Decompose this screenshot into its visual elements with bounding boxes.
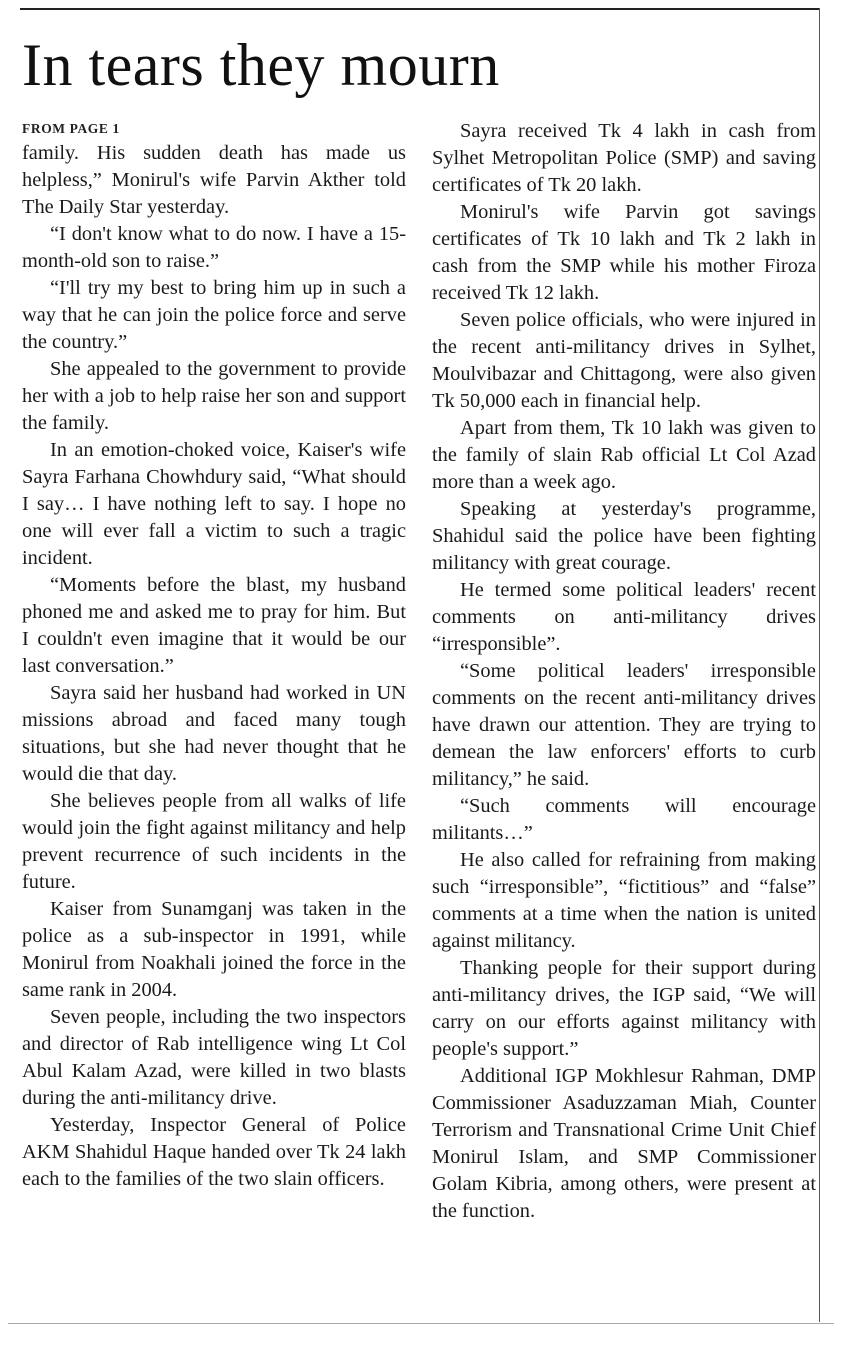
headline: In tears they mourn: [22, 32, 500, 98]
paragraph: Additional IGP Mokhlesur Rahman, DMP Commissioner Asaduzzaman Miah, Counter Terrorism and Transnational Crime Unit Chief Monirul Islam, and SMP Commissioner Golam Kibria, among others, were present at the function.: [432, 1065, 816, 1222]
article-column-right: [432, 118, 816, 1225]
paragraph: Kaiser from Sunamganj was taken in the police as a sub-inspector in 1991, while Monirul from Noakhali joined the force in the same rank in 2004.: [22, 898, 406, 1001]
paragraph: “I don't know what to do now. I have a 15-month-old son to raise.”: [22, 223, 406, 272]
paragraph: He also called for refraining from making such “irresponsible”, “fictitious” and “false” comments at a time when the nation is united against militancy.: [432, 849, 816, 952]
paragraph: Thanking people for their support during anti-militancy drives, the IGP said, “We will carry on our efforts against militancy with people's support.”: [432, 957, 816, 1060]
article-column-left: [22, 118, 406, 1193]
bottom-rule: [8, 1323, 834, 1324]
paragraph: Monirul's wife Parvin got savings certificates of Tk 10 lakh and Tk 2 lakh in cash from the SMP while his mother Firoza received Tk 12 lakh.: [432, 201, 816, 304]
paragraph: “Moments before the blast, my husband phoned me and asked me to pray for him. But I couldn't even imagine that it would be our last conversation.”: [22, 574, 406, 677]
paragraph: “Such comments will encourage militants…”: [432, 795, 816, 844]
paragraph: family. His sudden death has made us helpless,” Monirul's wife Parvin Akther told The Daily Star yesterday.: [22, 142, 406, 218]
paragraph: Apart from them, Tk 10 lakh was given to the family of slain Rab official Lt Col Azad more than a week ago.: [432, 417, 816, 493]
paragraph: “Some political leaders' irresponsible comments on the recent anti-militancy drives have drawn our attention. They are trying to demean the law enforcers' efforts to curb militancy,” he said.: [432, 660, 816, 790]
paragraph: Seven police officials, who were injured in the recent anti-militancy drives in Sylhet, Moulvibazar and Chittagong, were also given Tk 50,000 each in financial help.: [432, 309, 816, 412]
paragraph: In an emotion-choked voice, Kaiser's wife Sayra Farhana Chowhdury said, “What should I say… I have nothing left to say. I hope no one will ever fall a victim to such a tragic incident.: [22, 439, 406, 569]
paragraph: She appealed to the government to provide her with a job to help raise her son and support the family.: [22, 358, 406, 434]
paragraph: Speaking at yesterday's programme, Shahidul said the police have been fighting militancy with great courage.: [432, 498, 816, 574]
paragraph: She believes people from all walks of life would join the fight against militancy and help prevent recurrence of such incidents in the future.: [22, 790, 406, 893]
column-border: [819, 8, 820, 1322]
paragraph: Yesterday, Inspector General of Police AKM Shahidul Haque handed over Tk 24 lakh each to the families of the two slain officers.: [22, 1114, 406, 1190]
paragraph: He termed some political leaders' recent comments on anti-militancy drives “irresponsible”.: [432, 579, 816, 655]
paragraph: Sayra received Tk 4 lakh in cash from Sylhet Metropolitan Police (SMP) and saving certificates of Tk 20 lakh.: [432, 120, 816, 196]
paragraph: Seven people, including the two inspectors and director of Rab intelligence wing Lt Col Abul Kalam Azad, were killed in two blasts during the anti-militancy drive.: [22, 1006, 406, 1109]
paragraph: Sayra said her husband had worked in UN missions abroad and faced many tough situations, but she had never thought that he would die that day.: [22, 682, 406, 785]
paragraph: “I'll try my best to bring him up in such a way that he can join the police force and serve the country.”: [22, 277, 406, 353]
top-rule: [20, 8, 820, 10]
jump-label: FROM PAGE 1: [22, 121, 120, 136]
